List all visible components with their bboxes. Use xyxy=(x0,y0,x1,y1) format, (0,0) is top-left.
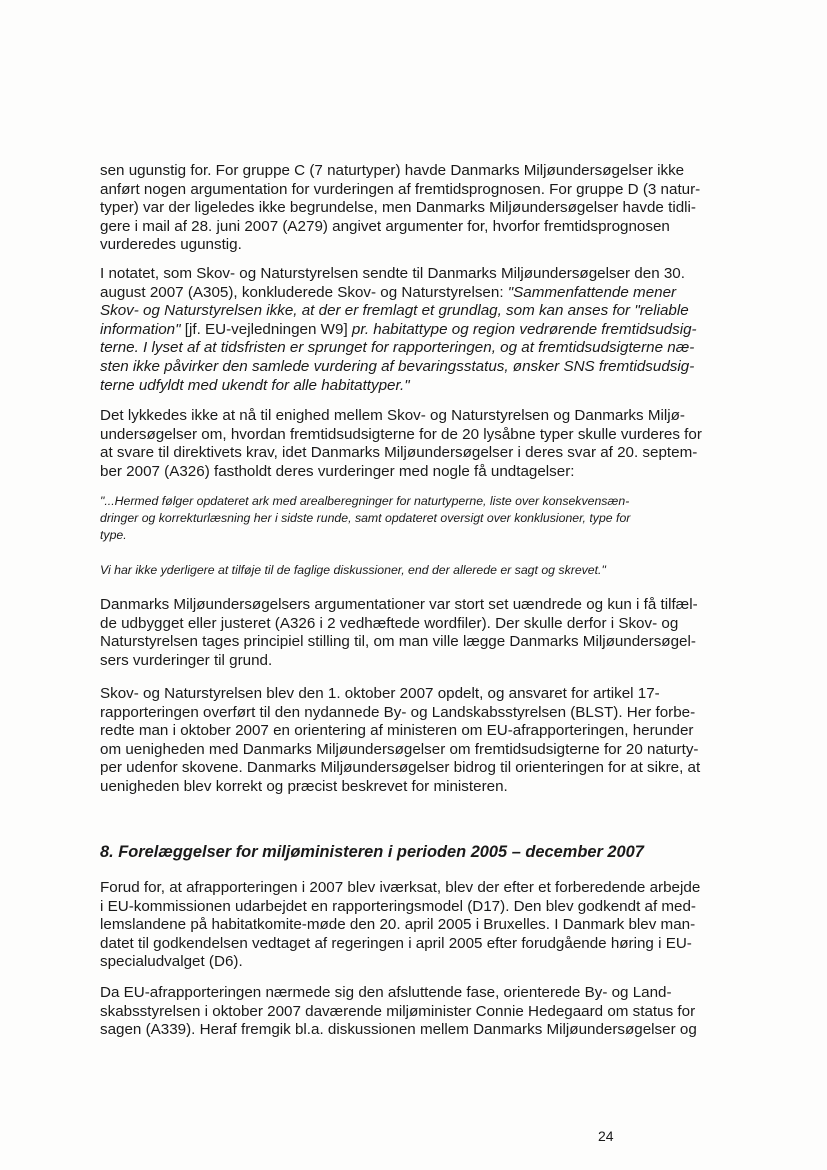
text-line: Da EU-afrapporteringen nærmede sig den afsluttende fase, orienterede By- og Land- xyxy=(100,984,672,1001)
text-line: uenigheden blev korrekt og præcist beskrevet for ministeren. xyxy=(100,777,508,795)
text-segment: [jf. EU-vejledningen W9] xyxy=(180,320,352,338)
quoted-text: information" xyxy=(100,320,181,338)
text-segment: august 2007 (A305), konkluderede Skov- og Naturstyrelsen: xyxy=(100,283,508,301)
text-line: lemslandene på habitatkomite-møde den 20. april 2005 i Bruxelles. I Danmark blev man- xyxy=(100,916,696,934)
text-line: rapporteringen overført til den nydannede By- og Landskabsstyrelsen (BLST). Her forbe- xyxy=(100,703,696,721)
text-line xyxy=(100,284,712,303)
paragraph-7 xyxy=(100,984,712,1040)
text-line: undersøgelser om, hvordan fremtidsudsigterne for de 20 lysåbne typer skulle vurderes for xyxy=(100,425,702,443)
quote-line: type. xyxy=(100,528,127,542)
quoted-text-line: sten ikke påvirker den samlede vurdering af bevaringsstatus, ønsker SNS fremtidsudsig- xyxy=(100,357,695,375)
section-heading: 8. Forelæggelser for miljøministeren i perioden 2005 – december 2007 xyxy=(100,843,644,861)
text-line: vurderedes ugunstig. xyxy=(100,236,242,254)
text-line: i EU-kommissionen udarbejdet en rapporteringsmodel (D17). Den blev godkendt af med- xyxy=(100,897,696,915)
text-line: typer) var der ligeledes ikke begrundelse, men Danmarks Miljøundersøgelser havde tidli- xyxy=(100,199,696,217)
text-line: Det lykkedes ikke at nå til enighed mellem Skov- og Naturstyrelsen og Danmarks Miljø- xyxy=(100,407,685,424)
text-line: datet til godkendelsen vedtaget af regeringen i april 2005 efter forudgående høring i EU- xyxy=(100,934,692,952)
quote-line: Vi har ikke yderligere at tilføje til de faglige diskussioner, end der allerede er sagt og skrevet." xyxy=(100,563,606,577)
text-line: redte man i oktober 2007 en orientering af ministeren om EU-afrapporteringen, herunder xyxy=(100,722,694,740)
text-line: gere i mail af 28. juni 2007 (A279) angivet argumenter for, hvorfor fremtidsprognosen xyxy=(100,217,670,235)
page-number: 24 xyxy=(598,1128,614,1144)
paragraph-3 xyxy=(100,407,712,481)
text-line: sers vurderinger til grund. xyxy=(100,651,273,669)
quoted-text: pr. habitattype og region vedrørende fremtidsudsig- xyxy=(351,320,697,338)
quote-line: "...Hermed følger opdateret ark med arealberegninger for naturtyperne, liste over konsekvensæn- xyxy=(100,494,630,508)
block-quote-1 xyxy=(100,493,712,544)
block-quote-2 xyxy=(100,562,712,579)
text-line: at svare til direktivets krav, idet Danmarks Miljøundersøgelser i deres svar af 20. septem- xyxy=(100,444,698,462)
paragraph-4 xyxy=(100,596,712,670)
text-line: specialudvalget (D6). xyxy=(100,953,243,971)
paragraph-6 xyxy=(100,879,712,972)
quoted-text: "Sammenfattende mener xyxy=(507,283,677,301)
text-line: skabsstyrelsen i oktober 2007 daværende miljøminister Connie Hedegaard om status for xyxy=(100,1002,696,1020)
text-line: per udenfor skovene. Danmarks Miljøundersøgelser bidrog til orienteringen for at sikre, at xyxy=(100,759,701,777)
paragraph-1 xyxy=(100,162,712,255)
text-line: ber 2007 (A326) fastholdt deres vurderinger med nogle få undtagelser: xyxy=(100,462,575,480)
text-line: anført nogen argumentation for vurderingen af fremtidsprognosen. For gruppe D (3 natur- xyxy=(100,180,701,198)
quote-line: dringer og korrekturlæsning her i sidste runde, samt opdateret oversigt over konklusioner, type for xyxy=(100,511,631,525)
text-line: Naturstyrelsen tages principiel stilling til, om man ville lægge Danmarks Miljøundersøgel- xyxy=(100,633,696,651)
quoted-text-line: terne udfyldt med ukendt for alle habitattyper." xyxy=(100,376,410,394)
text-line: I notatet, som Skov- og Naturstyrelsen sendte til Danmarks Miljøundersøgelser den 30. xyxy=(100,265,685,282)
text-line: Forud for, at afrapporteringen i 2007 blev iværksat, blev der efter et forberedende arbejde xyxy=(100,879,701,896)
text-line xyxy=(100,321,712,340)
paragraph-2 xyxy=(100,265,712,395)
paragraph-5 xyxy=(100,685,712,797)
text-line: sagen (A339). Heraf fremgik bl.a. diskussionen mellem Danmarks Miljøundersøgelser og xyxy=(100,1021,697,1039)
quoted-text-line: Skov- og Naturstyrelsen ikke, at der er fremlagt et grundlag, som kan anses for "reliable xyxy=(100,302,689,320)
text-line: Skov- og Naturstyrelsen blev den 1. oktober 2007 opdelt, og ansvaret for artikel 17- xyxy=(100,685,660,702)
text-line: Danmarks Miljøundersøgelsers argumentationer var stort set uændrede og kun i få tilfæl- xyxy=(100,596,698,613)
text-line: om uenigheden med Danmarks Miljøundersøgelser om fremtidsudsigterne for 20 naturty- xyxy=(100,740,699,758)
text-line: sen ugunstig for. For gruppe C (7 naturtyper) havde Danmarks Miljøundersøgelser ikke xyxy=(100,162,685,179)
quoted-text-line: terne. I lyset af at tidsfristen er sprunget for rapporteringen, og at fremtidsudsigterne næ- xyxy=(100,339,695,357)
text-line: de udbygget eller justeret (A326 i 2 vedhæftede wordfiler). Der skulle derfor i Skov- og xyxy=(100,614,679,632)
